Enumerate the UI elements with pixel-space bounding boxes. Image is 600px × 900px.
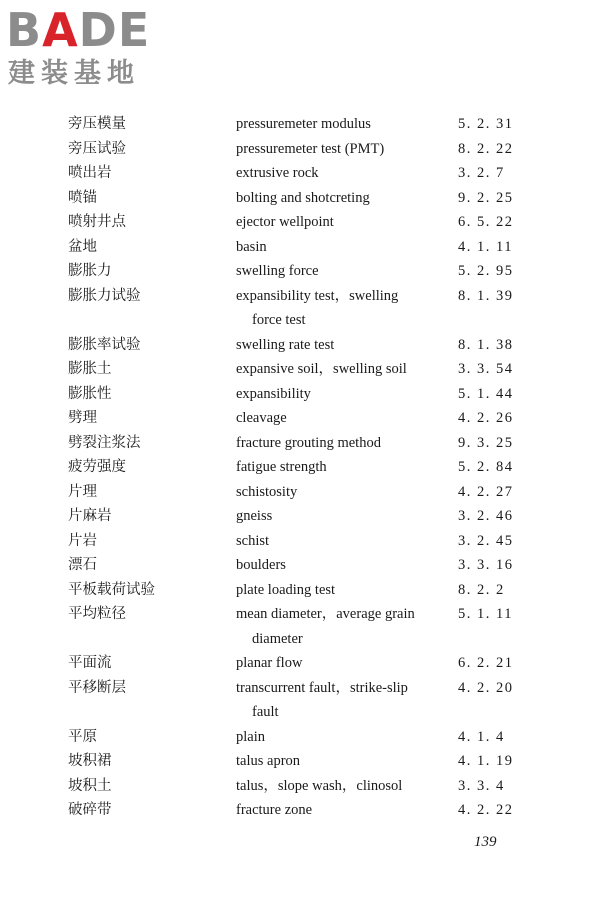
term-english-line: planar flow [236, 655, 303, 671]
term-english [236, 112, 448, 137]
term-english-line: talus，slope wash，clinosol [236, 777, 403, 794]
term-chinese: 平板载荷试验 [68, 581, 155, 598]
section-reference: 3. 3. 4 [458, 777, 505, 794]
term-chinese: 坡积土 [68, 777, 112, 794]
term-chinese: 喷射井点 [68, 214, 126, 230]
section-reference: 8. 2. 2 [458, 581, 505, 598]
glossary-row [0, 406, 600, 431]
term-english-line: pressuremeter test (PMT) [236, 140, 385, 157]
term-english-line: transcurrent fault，strike-slip [236, 679, 408, 696]
section-reference: 4. 2. 20 [458, 679, 514, 696]
term-chinese: 膨胀力 [68, 263, 112, 279]
logo-letter-accent: A [42, 3, 79, 57]
term-english-line: expansive soil，swelling soil [236, 361, 407, 377]
term-english-line: expansibility [236, 385, 311, 402]
term-english [236, 725, 448, 750]
glossary-row [0, 137, 600, 162]
term-chinese: 平均粒径 [68, 606, 126, 622]
glossary-row [0, 333, 600, 358]
term-chinese: 平原 [68, 728, 97, 745]
term-chinese: 片理 [68, 483, 97, 500]
term-english [236, 578, 448, 603]
glossary-row [0, 455, 600, 480]
page-number: 139 [474, 834, 497, 850]
term-chinese: 劈理 [68, 410, 97, 426]
section-reference: 3. 3. 54 [458, 361, 514, 377]
term-english-line: schistosity [236, 483, 298, 500]
glossary-row [0, 210, 600, 235]
logo-wordmark [6, 4, 150, 56]
term-chinese: 疲劳强度 [68, 459, 126, 475]
term-english [236, 676, 448, 725]
term-english [236, 137, 448, 162]
term-chinese: 旁压试验 [68, 140, 126, 157]
term-chinese: 破碎带 [68, 802, 112, 818]
section-reference: 6. 5. 22 [458, 214, 514, 230]
term-english-line: talus apron [236, 753, 301, 769]
glossary-row [0, 235, 600, 260]
term-chinese: 片麻岩 [68, 508, 112, 524]
section-reference: 3. 2. 7 [458, 165, 505, 181]
term-english-continuation: fault [252, 704, 279, 720]
term-english-line: swelling force [236, 263, 319, 279]
term-chinese: 膨胀力试验 [68, 287, 141, 304]
logo-letters-prefix: B [6, 3, 43, 57]
term-english [236, 455, 448, 480]
glossary-row [0, 774, 600, 799]
glossary-row [0, 259, 600, 284]
term-chinese: 盆地 [68, 238, 97, 255]
term-english-continuation: force test [252, 312, 306, 328]
glossary-row [0, 186, 600, 211]
term-english [236, 357, 448, 382]
term-chinese: 膨胀率试验 [68, 336, 141, 353]
term-english-line: extrusive rock [236, 165, 319, 181]
term-english [236, 651, 448, 676]
section-reference: 6. 2. 21 [458, 655, 514, 671]
term-english [236, 504, 448, 529]
term-english-line: ejector wellpoint [236, 214, 334, 230]
glossary-row [0, 284, 600, 333]
glossary-row [0, 602, 600, 651]
term-english [236, 284, 448, 333]
glossary-entries [0, 112, 600, 823]
section-reference: 5. 2. 84 [458, 459, 514, 475]
term-english [236, 161, 448, 186]
section-reference: 5. 2. 31 [458, 116, 514, 132]
term-english [236, 186, 448, 211]
term-english [236, 553, 448, 578]
term-chinese: 膨胀土 [68, 361, 112, 377]
term-english-line: expansibility test，swelling [236, 287, 399, 304]
term-english-line: schist [236, 532, 270, 549]
section-reference: 3. 2. 45 [458, 532, 514, 549]
section-reference: 3. 3. 16 [458, 557, 514, 573]
glossary-row [0, 431, 600, 456]
logo-letters-suffix: DE [78, 3, 151, 57]
glossary-row [0, 161, 600, 186]
section-reference: 4. 2. 27 [458, 483, 514, 500]
section-reference: 3. 2. 46 [458, 508, 514, 524]
section-reference: 9. 2. 25 [458, 189, 514, 206]
term-chinese: 平面流 [68, 655, 112, 671]
term-chinese: 坡积裙 [68, 753, 112, 769]
section-reference: 5. 1. 44 [458, 385, 514, 402]
term-english [236, 333, 448, 358]
glossary-row [0, 357, 600, 382]
term-chinese: 喷锚 [68, 189, 97, 206]
term-english-line: swelling rate test [236, 336, 335, 353]
term-chinese: 喷出岩 [68, 165, 112, 181]
glossary-row [0, 798, 600, 823]
glossary-row [0, 578, 600, 603]
term-english [236, 798, 448, 823]
term-chinese: 平移断层 [68, 679, 126, 696]
term-chinese: 膨胀性 [68, 385, 112, 402]
section-reference: 5. 1. 11 [458, 606, 513, 622]
term-english-line: cleavage [236, 410, 287, 426]
term-english-line: fracture grouting method [236, 434, 381, 451]
section-reference: 8. 2. 22 [458, 140, 514, 157]
section-reference: 4. 1. 19 [458, 753, 514, 769]
glossary-row [0, 480, 600, 505]
section-reference: 4. 1. 11 [458, 238, 513, 255]
term-english-line: bolting and shotcreting [236, 189, 370, 206]
term-chinese: 漂石 [68, 557, 97, 573]
term-english-line: plain [236, 728, 265, 745]
term-english [236, 774, 448, 799]
term-chinese: 劈裂注浆法 [68, 434, 141, 451]
term-english-line: basin [236, 238, 267, 255]
section-reference: 4. 2. 22 [458, 802, 514, 818]
term-english-line: fracture zone [236, 802, 313, 818]
term-english [236, 529, 448, 554]
term-english [236, 382, 448, 407]
glossary-row [0, 651, 600, 676]
logo-chinese-text: 建装基地 [8, 58, 140, 89]
term-english-line: gneiss [236, 508, 273, 524]
glossary-row [0, 112, 600, 137]
term-english [236, 406, 448, 431]
term-chinese: 片岩 [68, 532, 97, 549]
glossary-row [0, 676, 600, 725]
brand-logo [6, 4, 176, 94]
term-english-line: mean diameter，average grain [236, 606, 415, 622]
glossary-row [0, 749, 600, 774]
section-reference: 5. 2. 95 [458, 263, 514, 279]
glossary-row [0, 504, 600, 529]
term-english-line: boulders [236, 557, 286, 573]
term-english [236, 749, 448, 774]
term-english-line: plate loading test [236, 581, 336, 598]
section-reference: 9. 3. 25 [458, 434, 514, 451]
section-reference: 8. 1. 38 [458, 336, 514, 353]
term-english [236, 480, 448, 505]
glossary-row [0, 529, 600, 554]
glossary-row [0, 725, 600, 750]
glossary-row [0, 382, 600, 407]
section-reference: 4. 1. 4 [458, 728, 505, 745]
section-reference: 8. 1. 39 [458, 287, 514, 304]
term-english [236, 602, 448, 651]
term-english-continuation: diameter [252, 630, 303, 647]
term-english [236, 235, 448, 260]
term-english [236, 210, 448, 235]
term-english-line: fatigue strength [236, 459, 327, 475]
term-chinese: 旁压模量 [68, 116, 126, 132]
section-reference: 4. 2. 26 [458, 410, 514, 426]
term-english [236, 431, 448, 456]
glossary-row [0, 553, 600, 578]
term-english [236, 259, 448, 284]
term-english-line: pressuremeter modulus [236, 116, 371, 132]
